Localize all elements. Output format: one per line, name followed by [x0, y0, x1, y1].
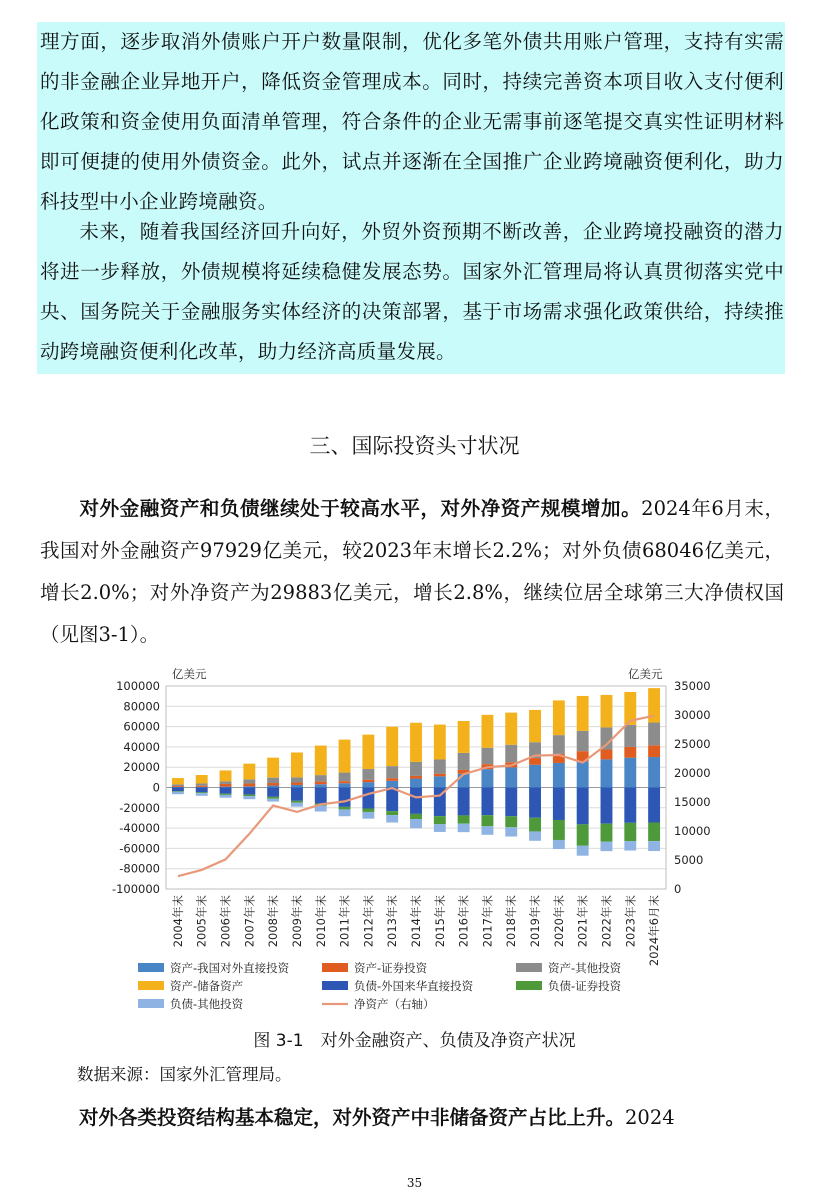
bar-segment	[553, 700, 565, 735]
bar-segment	[172, 792, 184, 794]
bar-segment	[648, 757, 660, 787]
right-tick-label: 0	[674, 882, 682, 896]
left-tick-label: -40000	[119, 821, 160, 836]
category-label: 2005年末	[194, 895, 209, 948]
bar-segment	[601, 695, 613, 727]
bar-segment	[481, 788, 493, 816]
bar-segment	[529, 818, 541, 832]
bar-segment	[577, 761, 589, 787]
bar-segment	[267, 786, 279, 788]
bar-segment	[458, 824, 470, 833]
bar-segment	[601, 824, 613, 842]
paragraph-lead-bold: 对外各类投资结构基本稳定，对外资产中非储备资产占比上升。	[79, 1106, 626, 1129]
bar-segment	[362, 809, 374, 812]
right-tick-label: 25000	[674, 737, 711, 751]
category-label: 2011年末	[337, 895, 352, 948]
category-label: 2012年末	[361, 895, 376, 948]
bar-segment	[577, 788, 589, 825]
bar-segment	[410, 788, 422, 814]
bar-segment	[410, 814, 422, 819]
bar-segment	[577, 696, 589, 731]
category-label: 2008年末	[266, 895, 281, 948]
bar-segment	[505, 745, 517, 763]
bar-segment	[624, 841, 636, 850]
bar-segment	[553, 763, 565, 788]
bar-segment	[434, 776, 446, 787]
bar-segment	[386, 778, 398, 781]
paragraph-foreign-debt-management	[40, 22, 784, 222]
bar-segment	[481, 826, 493, 835]
bar-segment	[601, 727, 613, 749]
bar-segment	[386, 815, 398, 822]
paragraph-text: 2024年6月末，我国对外金融资产97929亿美元，较2023年末增长2.2%；对外负债68046亿美元，增长2.0%；对外净资产为29883亿美元，增长2.8%，继续位居全球第三大净债权国（见图3-1）。	[40, 497, 784, 646]
right-tick-label: 5000	[674, 853, 704, 867]
bar-segment	[362, 780, 374, 782]
legend-swatch	[138, 963, 164, 972]
paragraph-text: 2024	[625, 1106, 675, 1129]
bar-segment	[291, 785, 303, 788]
bar-segment	[339, 781, 351, 783]
bar-segment	[339, 740, 351, 773]
legend-label: 净资产（右轴）	[354, 997, 435, 1011]
chart-legend	[138, 961, 622, 1011]
bar-segment	[172, 788, 184, 792]
category-label: 2021年末	[575, 895, 590, 948]
left-tick-label: 0	[152, 780, 160, 795]
category-label: 2018年末	[504, 895, 519, 948]
bar-segment	[624, 788, 636, 823]
bar-segment	[386, 766, 398, 778]
bar-segment	[172, 778, 184, 784]
bar-segment	[410, 819, 422, 828]
bar-segment	[243, 788, 255, 795]
bar-segment	[196, 792, 208, 793]
category-label: 2019年末	[528, 895, 543, 948]
bar-segment	[481, 748, 493, 764]
category-label: 2015年末	[432, 895, 447, 948]
left-tick-label: 20000	[123, 760, 160, 775]
bar-segment	[315, 782, 327, 785]
bar-segment	[243, 795, 255, 797]
bar-segment	[410, 723, 422, 762]
bar-segment	[386, 781, 398, 788]
bar-segment	[315, 788, 327, 804]
chart-bars	[172, 688, 660, 856]
bar-segment	[315, 784, 327, 787]
category-label: 2009年末	[289, 895, 304, 948]
bar-segment	[291, 777, 303, 782]
right-axis-unit: 亿美元	[628, 667, 663, 681]
bar-segment	[529, 831, 541, 840]
bar-segment	[220, 794, 232, 795]
legend-label: 负债-证券投资	[548, 979, 622, 993]
category-label: 2006年末	[218, 895, 233, 948]
bar-segment	[648, 841, 660, 851]
bar-segment	[410, 776, 422, 779]
left-tick-label: 40000	[123, 739, 160, 754]
bar-segment	[267, 799, 279, 802]
bar-segment	[243, 796, 255, 799]
legend-swatch	[516, 963, 542, 972]
bar-segment	[220, 795, 232, 798]
bar-segment	[577, 731, 589, 751]
bar-segment	[362, 812, 374, 819]
data-source: 数据来源：国家外汇管理局。	[77, 1065, 292, 1084]
bar-segment	[458, 788, 470, 816]
bar-segment	[291, 803, 303, 807]
bar-segment	[434, 759, 446, 773]
bar-segment	[291, 752, 303, 777]
bar-segment	[220, 787, 232, 788]
bar-segment	[601, 842, 613, 851]
left-axis-unit: 亿美元	[172, 667, 207, 681]
bar-segment	[291, 801, 303, 803]
bar-segment	[243, 764, 255, 780]
bar-segment	[553, 820, 565, 840]
paragraph-future-outlook	[40, 212, 784, 372]
iip-chart	[100, 666, 711, 1022]
left-tick-label: 80000	[123, 699, 160, 714]
legend-label: 资产-证券投资	[354, 961, 428, 975]
bar-segment	[339, 783, 351, 787]
bar-segment	[220, 770, 232, 781]
bar-segment	[505, 713, 517, 745]
bar-segment	[481, 769, 493, 787]
bar-segment	[243, 779, 255, 783]
category-label: 2017年末	[480, 895, 495, 948]
bar-segment	[434, 824, 446, 832]
right-tick-label: 10000	[674, 824, 711, 838]
legend-swatch	[138, 999, 164, 1008]
bar-segment	[624, 758, 636, 788]
bar-segment	[553, 788, 565, 820]
category-label: 2007年末	[242, 895, 257, 948]
bar-segment	[362, 788, 374, 809]
bar-segment	[505, 827, 517, 836]
legend-label: 负债-其他投资	[170, 997, 244, 1011]
bar-segment	[505, 788, 517, 817]
category-label: 2010年末	[313, 895, 328, 948]
bar-segment	[196, 783, 208, 785]
bar-segment	[196, 788, 208, 793]
bar-segment	[601, 759, 613, 787]
bar-segment	[458, 774, 470, 788]
bar-segment	[601, 788, 613, 824]
bar-segment	[410, 779, 422, 788]
right-tick-label: 35000	[674, 679, 711, 693]
page-number: 35	[406, 1176, 423, 1190]
category-label: 2023年末	[623, 895, 638, 948]
right-tick-label: 20000	[674, 766, 711, 780]
figure-caption: 图 3-1 对外金融资产、负债及净资产状况	[253, 1031, 576, 1051]
category-label: 2022年末	[599, 895, 614, 948]
bar-segment	[291, 783, 303, 785]
bar-segment	[172, 786, 184, 787]
left-tick-label: -20000	[119, 800, 160, 815]
category-label: 2024年6月末	[647, 895, 662, 967]
right-tick-label: 30000	[674, 708, 711, 722]
bar-segment	[529, 758, 541, 765]
bar-segment	[553, 735, 565, 754]
bar-segment	[458, 721, 470, 753]
bar-segment	[172, 791, 184, 792]
category-label: 2020年末	[551, 895, 566, 948]
bar-segment	[243, 784, 255, 787]
bar-segment	[362, 735, 374, 769]
bar-segment	[339, 788, 351, 807]
bar-segment	[505, 816, 517, 827]
bar-segment	[196, 793, 208, 796]
bar-segment	[481, 715, 493, 748]
bar-segment	[267, 758, 279, 778]
legend-label: 资产-储备资产	[170, 979, 244, 993]
bar-segment	[458, 753, 470, 770]
bar-segment	[624, 725, 636, 747]
category-label: 2004年末	[170, 895, 185, 948]
bar-segment	[648, 823, 660, 842]
bar-segment	[243, 786, 255, 787]
bar-segment	[481, 815, 493, 826]
bar-segment	[553, 840, 565, 849]
paragraph-lead-bold: 对外金融资产和负债继续处于较高水平，对外净资产规模增加。	[79, 497, 642, 520]
bar-segment	[267, 788, 279, 797]
legend-swatch	[138, 981, 164, 990]
left-tick-label: 100000	[116, 679, 160, 693]
bar-segment	[601, 750, 613, 760]
legend-swatch	[322, 981, 348, 990]
bar-segment	[339, 773, 351, 782]
bar-segment	[267, 778, 279, 783]
paragraph-text: 未来，随着我国经济回升向好，外贸外资预期不断改善，企业跨境投融资的潜力将进一步释放，外债规模将延续稳健发展态势。国家外汇管理局将认真贯彻落实党中央、国务院关于金融服务实体经济的决策部署，基于市场需求强化政策供给，持续推动跨境融资便利化改革，助力经济高质量发展。	[40, 220, 784, 363]
paragraph-structure	[40, 1098, 784, 1138]
bar-segment	[529, 710, 541, 742]
category-label: 2014年末	[409, 895, 423, 948]
bar-segment	[648, 788, 660, 823]
bar-segment	[196, 787, 208, 788]
bar-segment	[505, 767, 517, 787]
bar-segment	[529, 765, 541, 788]
bar-segment	[458, 815, 470, 823]
bar-segment	[315, 746, 327, 776]
left-tick-label: 60000	[123, 719, 160, 734]
section-heading: 三、国际投资头寸状况	[309, 434, 520, 458]
bar-segment	[362, 769, 374, 780]
legend-label: 负债-外国来华直接投资	[354, 979, 474, 993]
bar-segment	[267, 797, 279, 799]
left-tick-label: -100000	[111, 882, 160, 896]
bar-segment	[577, 824, 589, 845]
bar-segment	[577, 846, 589, 856]
legend-swatch	[322, 963, 348, 972]
bar-segment	[386, 811, 398, 815]
bar-segment	[172, 784, 184, 786]
legend-label: 资产-我国对外直接投资	[170, 961, 290, 975]
bar-segment	[529, 788, 541, 818]
bar-segment	[362, 782, 374, 787]
bar-segment	[339, 809, 351, 816]
category-label: 2013年末	[385, 895, 400, 948]
bar-segment	[386, 727, 398, 766]
bar-segment	[220, 788, 232, 794]
bar-segment	[220, 784, 232, 787]
legend-label: 资产-其他投资	[548, 961, 622, 975]
bar-segment	[648, 745, 660, 757]
bar-segment	[410, 762, 422, 776]
bar-segment	[291, 788, 303, 801]
bar-segment	[220, 781, 232, 784]
right-tick-label: 15000	[674, 795, 711, 809]
bar-segment	[624, 747, 636, 758]
bar-segment	[434, 725, 446, 760]
paragraph-text: 理方面，逐步取消外债账户开户数量限制，优化多笔外债共用账户管理，支持有实需的非金融企业异地开户，降低资金管理成本。同时，持续完善资本项目收入支付便利化政策和资金使用负面清单管理，符合条件的企业无需事前逐笔提交真实性证明材料即可便捷的使用外债资金。此外，试点并逐渐在全国推广企业跨境融资便利化，助力科技型中小企业跨境融资。	[40, 30, 784, 213]
bar-segment	[339, 807, 351, 810]
bar-segment	[172, 787, 184, 788]
bar-segment	[648, 723, 660, 746]
paragraph-iip-summary	[40, 488, 784, 656]
legend-swatch	[516, 981, 542, 990]
bar-segment	[624, 823, 636, 841]
bar-segment	[386, 788, 398, 812]
left-tick-label: -60000	[119, 841, 160, 856]
category-label: 2016年末	[456, 895, 471, 948]
bar-segment	[315, 775, 327, 781]
bar-segment	[196, 775, 208, 783]
bar-segment	[434, 816, 446, 824]
left-tick-label: -80000	[119, 861, 160, 876]
bar-segment	[434, 774, 446, 777]
bar-segment	[267, 783, 279, 786]
bar-segment	[196, 786, 208, 787]
